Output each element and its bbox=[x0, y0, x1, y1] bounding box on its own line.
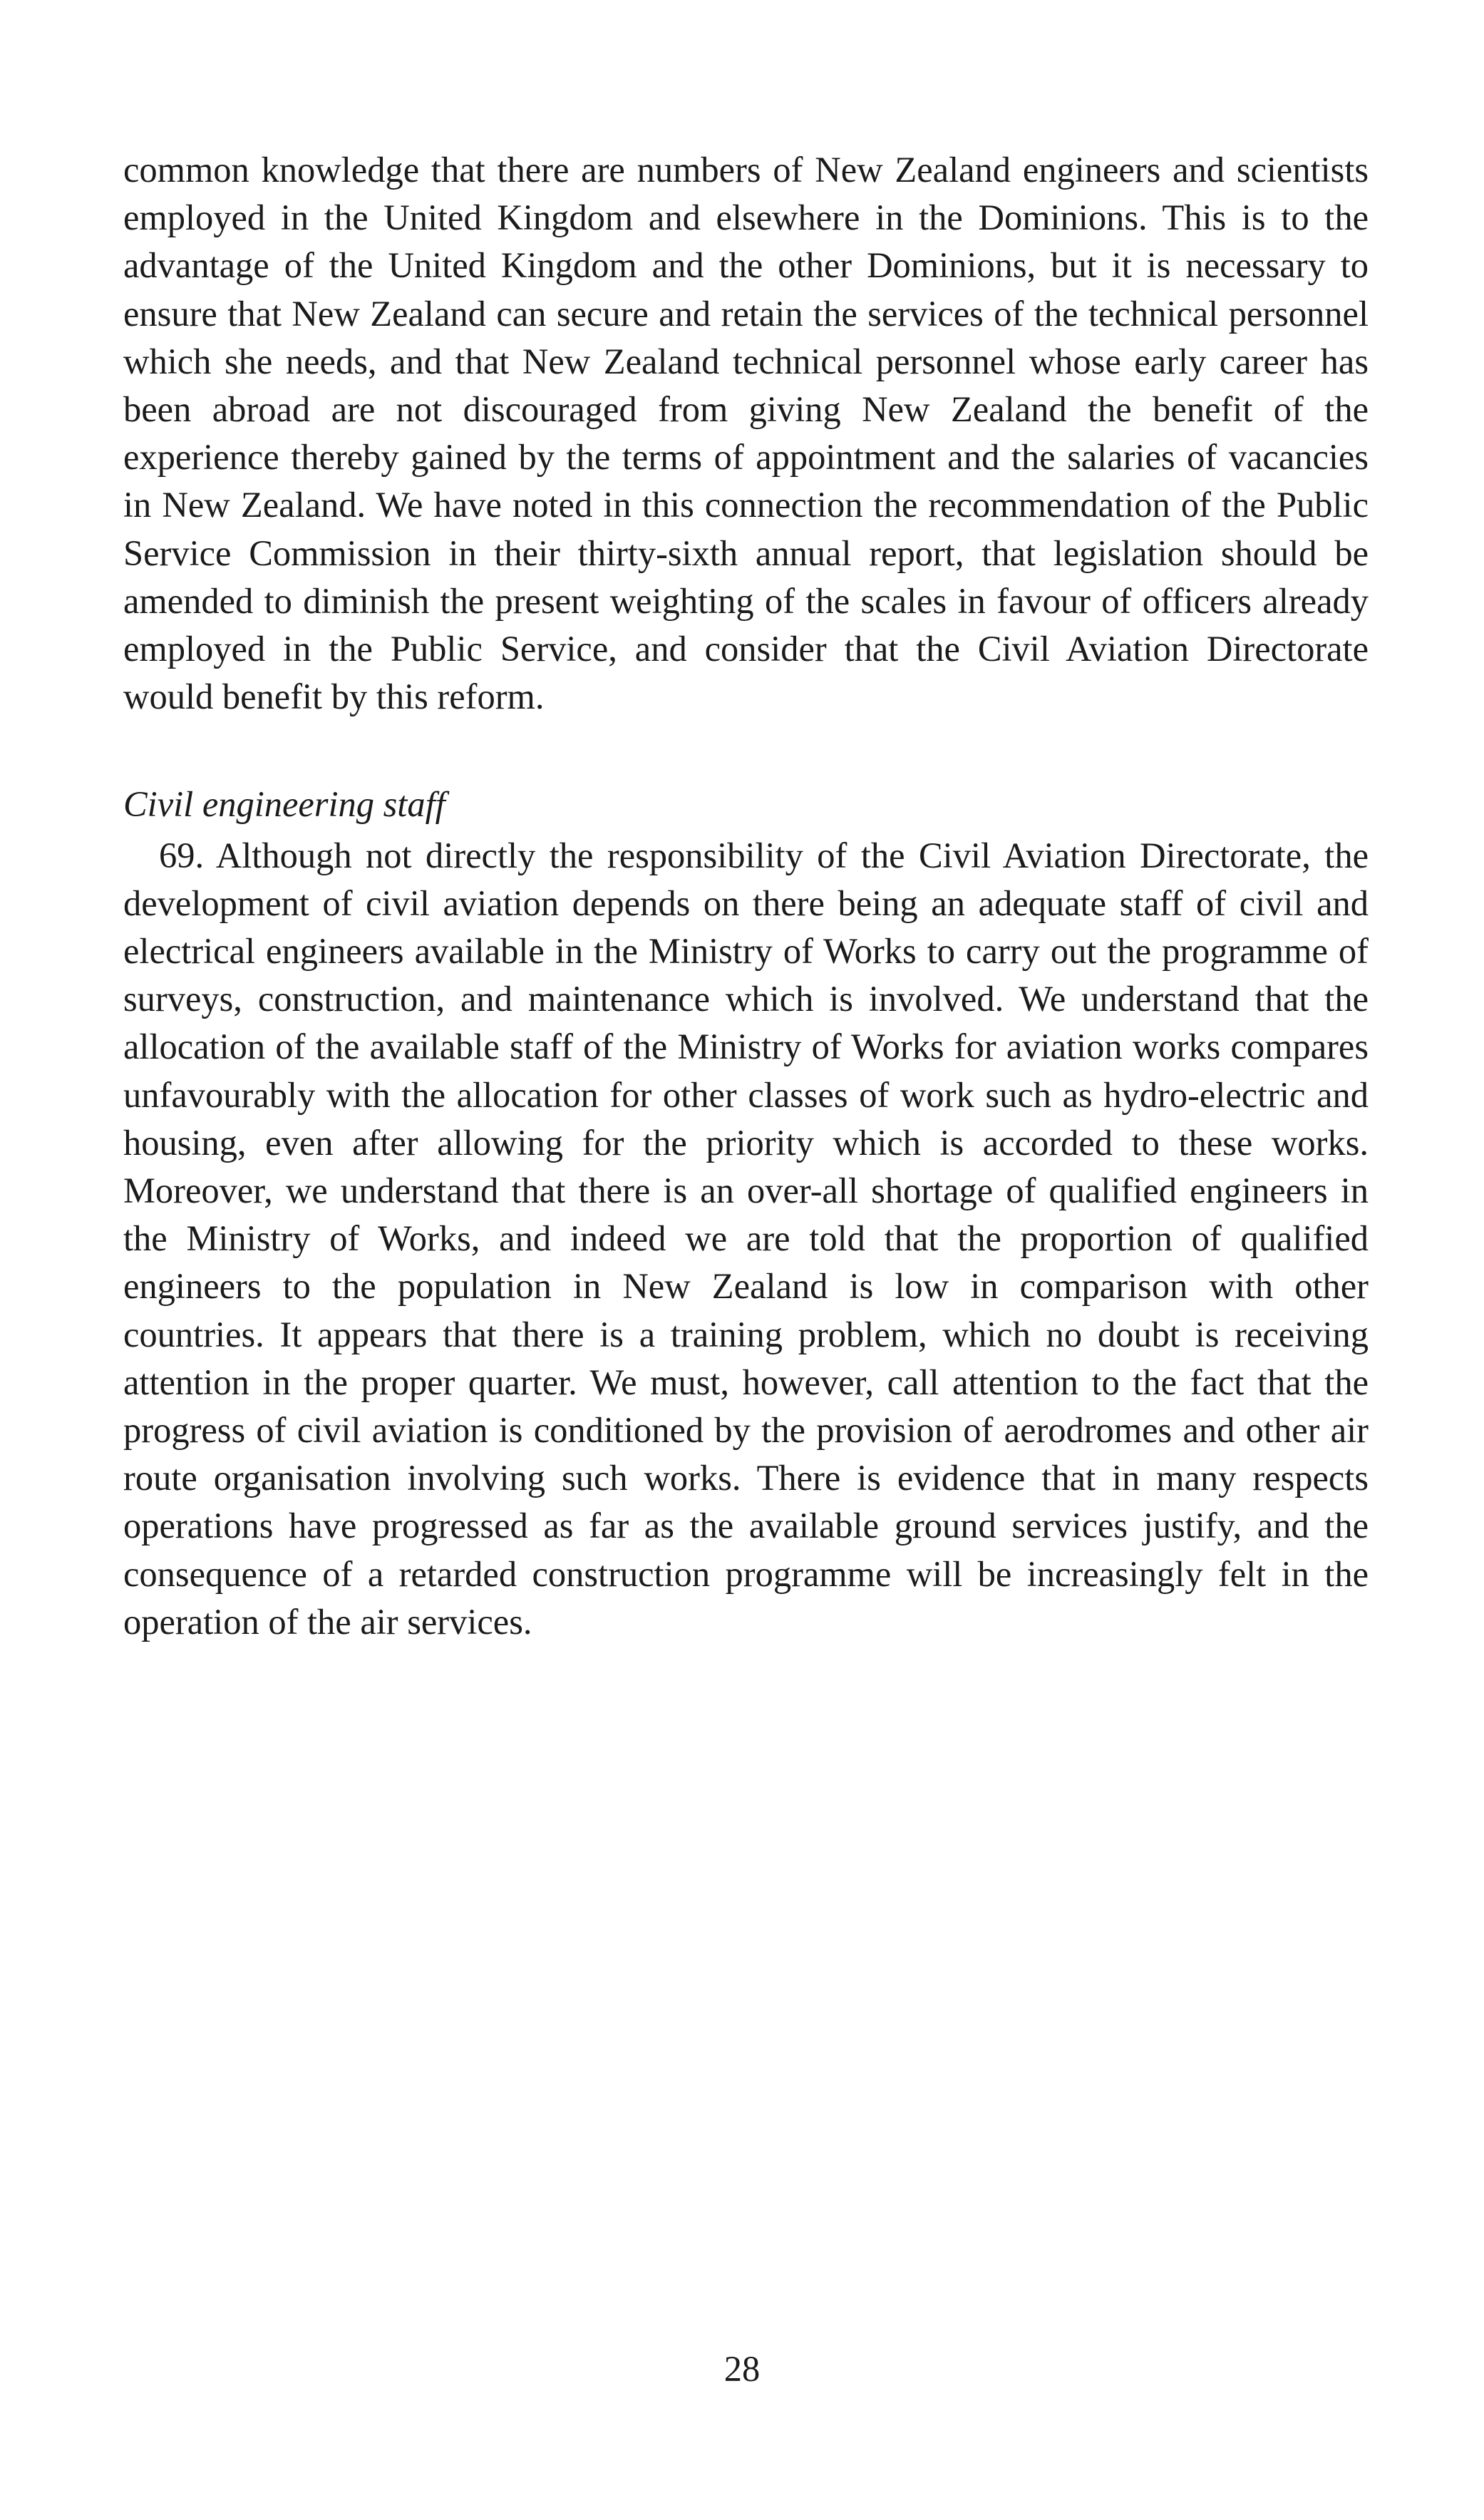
page-number: 28 bbox=[723, 2349, 761, 2389]
section-heading: Civil engineering staff bbox=[123, 784, 445, 825]
paragraph-69: 69. Although not directly the responsibility of the Civil Aviation Directorate, the development of civil aviation depends on there being an adequate staff of civil and electrical engineers available in the Ministry of Works to carry out the programme of surveys, construction, and maintenance which is involved. We understand that the allocation of the available staff of the Ministry of Works for aviation works compares unfavourably with the allocation for other classes of work such as hydro-electric and housing, even after allowing for the priority which is accorded to these works. Moreover, we understand that there is an over-all shortage of qualified engineers in the Ministry of Works, and indeed we are told that the proportion of qualified engineers to the population in New Zealand is low in comparison with other countries. It appears that there is a training problem, which no doubt is receiving attention in the proper quarter. We must, however, call attention to the fact that the progress of civil aviation is conditioned by the provision of aerodromes and other air route organisation involving such works. There is evidence that in many respects operations have progressed as far as the available ground services justify, and the consequence of a retarded construction programme will be increasingly felt in the operation of the air services. bbox=[123, 835, 1369, 1642]
document-body bbox=[123, 146, 1369, 1646]
continued-paragraph: common knowledge that there are numbers of New Zealand engineers and scientists employed in the United Kingdom and elsewhere in the Dominions. This is to the advantage of the United Kingdom and the other Dominions, but it is necessary to ensure that New Zealand can secure and retain the services of the technical personnel which she needs, and that New Zealand technical personnel whose early career has been abroad are not discouraged from giving New Zealand the benefit of the experience thereby gained by the terms of appointment and the salaries of vacancies in New Zealand. We have noted in this connection the recommendation of the Public Service Commission in their thirty-sixth annual report, that legislation should be amended to diminish the present weighting of the scales in favour of officers already employed in the Public Service, and consider that the Civil Aviation Directorate would benefit by this reform. bbox=[123, 150, 1369, 717]
